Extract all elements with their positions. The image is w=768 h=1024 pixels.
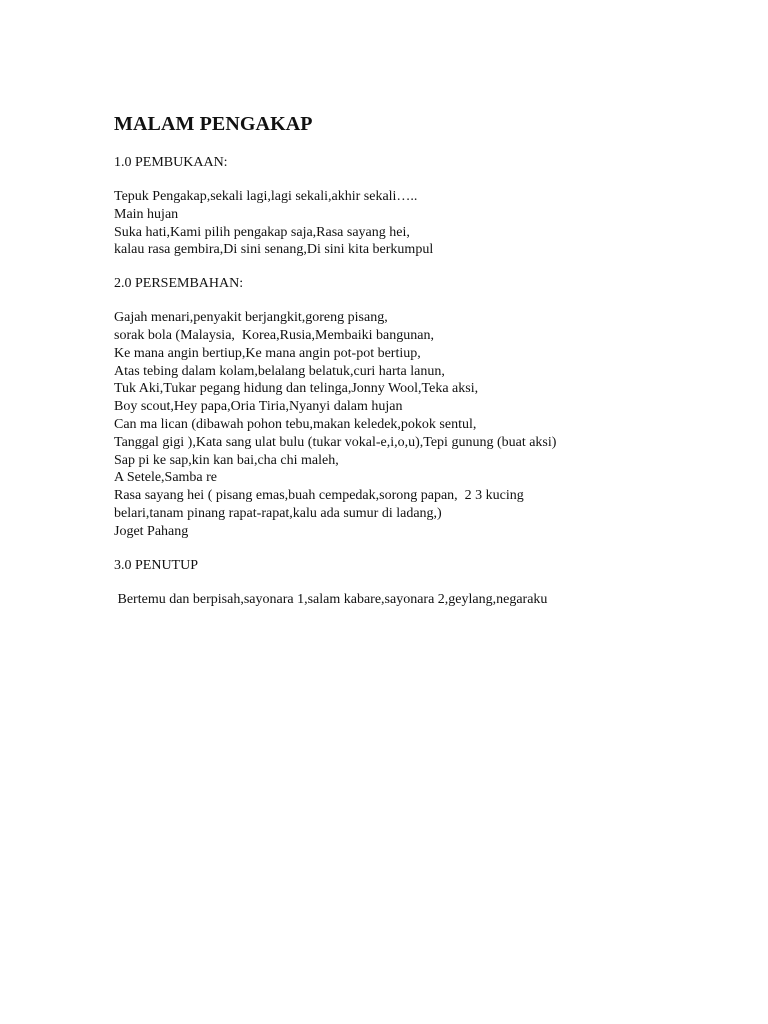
text-line: Gajah menari,penyakit berjangkit,goreng pisang, — [114, 310, 388, 326]
text-line: Rasa sayang hei ( pisang emas,buah cempedak,sorong papan, 2 3 kucing — [114, 488, 524, 504]
text-line: Suka hati,Kami pilih pengakap saja,Rasa sayang hei, — [114, 224, 410, 240]
text-line: Tanggal gigi ),Kata sang ulat bulu (tukar vokal-e,i,o,u),Tepi gunung (buat aksi) — [114, 434, 557, 450]
text-line: Main hujan — [114, 206, 179, 222]
document-content — [114, 112, 734, 609]
section-body-penutup — [114, 591, 734, 609]
text-line: Ke mana angin bertiup,Ke mana angin pot-pot bertiup, — [114, 345, 421, 361]
text-line: A Setele,Samba re — [114, 470, 218, 486]
text-line: belari,tanam pinang rapat-rapat,kalu ada sumur di ladang,) — [114, 505, 442, 521]
text-line: Joget Pahang — [114, 523, 189, 539]
document-title: MALAM PENGAKAP — [114, 113, 313, 135]
text-line: Bertemu dan berpisah,sayonara 1,salam kabare,sayonara 2,geylang,negaraku — [114, 591, 548, 607]
section-heading-persembahan: 2.0 PERSEMBAHAN: — [114, 276, 244, 292]
section-body-pembukaan — [114, 188, 734, 259]
text-line: Boy scout,Hey papa,Oria Tiria,Nyanyi dalam hujan — [114, 399, 403, 415]
text-line: Tepuk Pengakap,sekali lagi,lagi sekali,akhir sekali….. — [114, 189, 418, 204]
text-line: kalau rasa gembira,Di sini senang,Di sini kita berkumpul — [114, 242, 434, 258]
text-line: Tuk Aki,Tukar pegang hidung dan telinga,Jonny Wool,Teka aksi, — [114, 381, 479, 397]
section-body-persembahan — [114, 309, 734, 540]
text-line: sorak bola (Malaysia, Korea,Rusia,Membaiki bangunan, — [114, 327, 434, 343]
text-line: Sap pi ke sap,kin kan bai,cha chi maleh, — [114, 452, 339, 468]
section-heading-pembukaan: 1.0 PEMBUKAAN: — [114, 155, 228, 170]
section-heading-penutup: 3.0 PENUTUP — [114, 557, 199, 573]
text-line: Can ma lican (dibawah pohon tebu,makan keledek,pokok sentul, — [114, 416, 477, 432]
text-line: Atas tebing dalam kolam,belalang belatuk,curi harta lanun, — [114, 363, 445, 379]
